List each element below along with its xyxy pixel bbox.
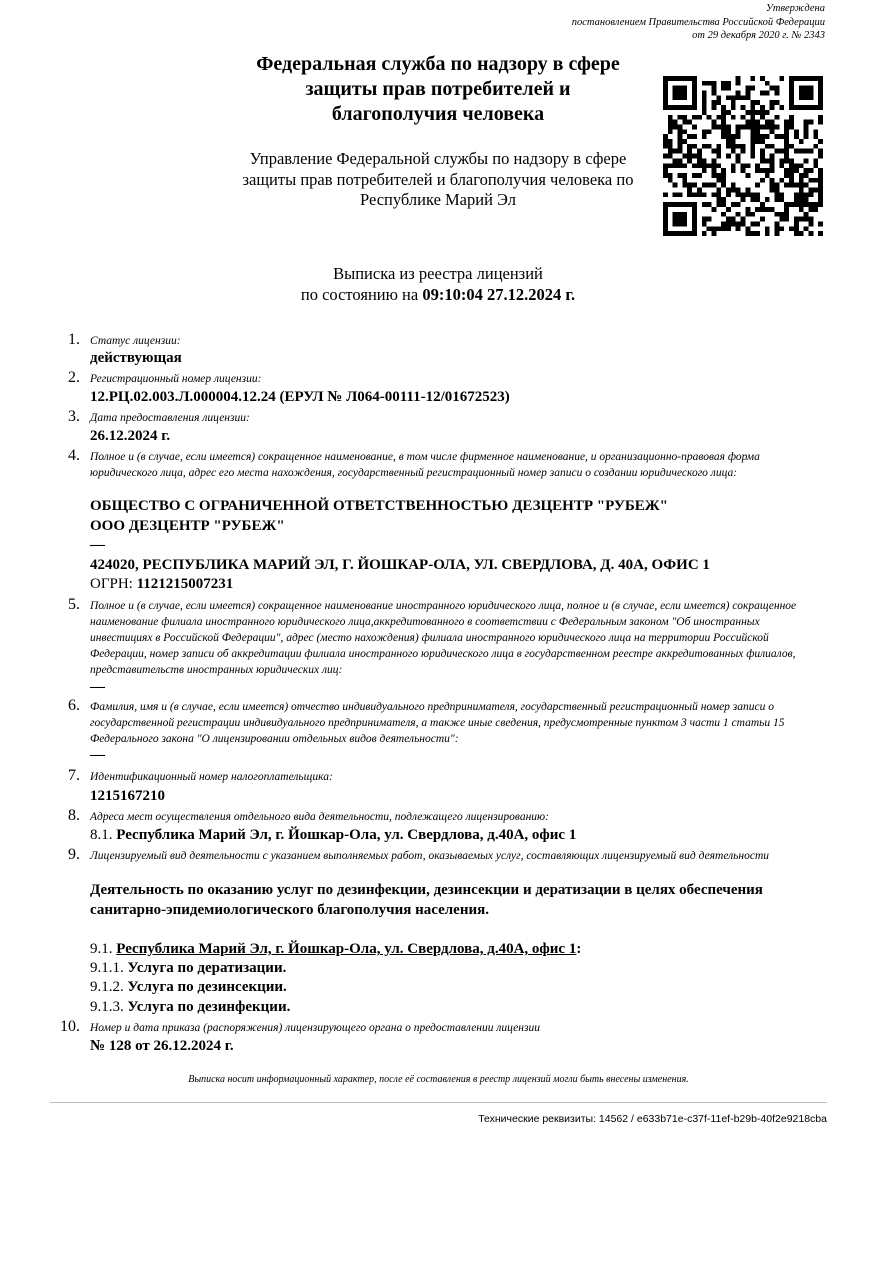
- item-number: 4.: [68, 447, 80, 464]
- item-label: Идентификационный номер налогоплательщика:: [90, 771, 333, 783]
- service-item: 9.1.2. Услуга по дезинсекции.: [90, 979, 287, 995]
- extract-title: [200, 263, 676, 305]
- item-number: 9.: [68, 846, 80, 863]
- agency-title: Федеральная служба по надзору в сфере защиты прав потребителей и благополучия человека: [256, 53, 620, 125]
- activity-type: Деятельность по оказанию услуг по дезинфекции, дезинсекции и дератизации в целях обеспечения санитарно-эпидемиологического благополучия населения.: [90, 882, 763, 918]
- department-name: Управление Федеральной службы по надзору в сфере защиты прав потребителей и благополучия человека по Республике Марий Эл: [242, 149, 634, 209]
- item-number: 6.: [68, 697, 80, 714]
- registration-number: 12.РЦ.02.003.Л.000004.12.24 (ЕРУЛ № Л064-00111-12/01672523): [90, 389, 510, 405]
- extract-heading: Выписка из реестра лицензий: [333, 264, 543, 283]
- service-item: 9.1.3. Услуга по дезинфекции.: [90, 999, 291, 1015]
- item-label: Полное и (в случае, если имеется) сокращенное наименование, в том числе фирменное наименование, и организационно-правовая форма юридического лица, адрес его места нахождения, государственный регистрационный номер записи о создании юридического лица:: [90, 451, 760, 479]
- item-label: Статус лицензии:: [90, 335, 181, 347]
- item-number: 7.: [68, 767, 80, 784]
- qr-code: [663, 75, 823, 237]
- activity-address: 8.1. Республика Марий Эл, г. Йошкар-Ола, ул. Свердлова, д.40А, офис 1: [90, 827, 577, 843]
- empty-dash: —: [90, 679, 105, 695]
- inn-value: 1215167210: [90, 788, 165, 804]
- item-number: 10.: [60, 1018, 80, 1035]
- item-number: 1.: [68, 331, 80, 348]
- item-number: 3.: [68, 408, 80, 425]
- item-label: Адреса мест осуществления отдельного вида деятельности, подлежащего лицензированию:: [90, 811, 549, 823]
- order-number: № 128 от 26.12.2024 г.: [90, 1038, 234, 1054]
- item-number: 5.: [68, 596, 80, 613]
- extract-as-of: по состоянию на 09:10:04 27.12.2024 г.: [300, 285, 576, 304]
- empty-dash: —: [90, 747, 105, 763]
- empty-dash: —: [90, 537, 105, 553]
- service-place: 9.1. Республика Марий Эл, г. Йошкар-Ола, ул. Свердлова, д.40А, офис 1:: [90, 941, 582, 957]
- approval-line: от 29 декабря 2020 г. № 2343: [692, 30, 825, 41]
- item-label: Дата предоставления лицензии:: [90, 412, 250, 424]
- approval-line: Утверждена: [765, 3, 825, 14]
- footnote: Выписка носит информационный характер, после её составления в реестр лицензий могли быть внесены изменения.: [188, 1074, 689, 1085]
- approval-line: постановлением Правительства Российской Федерации: [571, 16, 825, 28]
- divider: [50, 1102, 827, 1103]
- item-label: Фамилия, имя и (в случае, если имеется) отчество индивидуального предпринимателя, государственный регистрационный номер записи о государственной регистрации индивидуального предпринимателя, а также иные сведения, предусмотренные пунктом 3 части 1 статьи 15 Федерального закона "О лицензировании отдельных видов деятельности":: [90, 701, 785, 745]
- item-number: 8.: [68, 807, 80, 824]
- license-date: 26.12.2024 г.: [90, 428, 171, 444]
- item-label: Регистрационный номер лицензии:: [90, 373, 262, 385]
- service-item: 9.1.1. Услуга по дератизации.: [90, 960, 287, 976]
- activity-address-value: Республика Марий Эл, г. Йошкар-Ола, ул. Свердлова, д.40А, офис 1: [116, 827, 577, 843]
- technical-details: Технические реквизиты: 14562 / e633b71e-c37f-11ef-b29b-40f2e9218cba: [478, 1113, 827, 1125]
- org-address: 424020, РЕСПУБЛИКА МАРИЙ ЭЛ, Г. ЙОШКАР-ОЛА, УЛ. СВЕРДЛОВА, Д. 40А, ОФИС 1: [90, 557, 710, 573]
- org-short-name: ООО ДЕЗЦЕНТР "РУБЕЖ": [90, 518, 285, 534]
- ogrn: ОГРН: 1121215007231: [90, 576, 234, 592]
- extract-timestamp: 09:10:04 27.12.2024 г.: [422, 285, 576, 304]
- approval-note: [572, 2, 825, 43]
- ogrn-value: 1121215007231: [136, 576, 234, 592]
- item-label: Полное и (в случае, если имеется) сокращенное наименование иностранного юридического лица, полное и (в случае, если имеется) сокращенное наименование филиала иностранного юридического лица,аккредитованного в соответствии с Федеральным законом "Об иностранных инвестициях в Российской Федерации", адрес (место нахождения) филиала иностранного юридического лица на территории Российской Федерации, номер записи об аккредитации филиала иностранного юридического лица в государственном реестре аккредитованных филиалов, представительств иностранных юридических лиц:: [90, 600, 797, 676]
- license-status: действующая: [90, 350, 182, 366]
- item-number: 2.: [68, 369, 80, 386]
- service-place-address: Республика Марий Эл, г. Йошкар-Ола, ул. Свердлова, д.40А, офис 1: [116, 941, 577, 957]
- item-label: Номер и дата приказа (распоряжения) лицензирующего органа о предоставлении лицензии: [90, 1022, 540, 1034]
- org-full-name: ОБЩЕСТВО С ОГРАНИЧЕННОЙ ОТВЕТСТВЕННОСТЬЮ ДЕЗЦЕНТР "РУБЕЖ": [90, 498, 668, 514]
- item-label: Лицензируемый вид деятельности с указанием выполняемых работ, оказываемых услуг, составляющих лицензируемый вид деятельности: [90, 850, 770, 862]
